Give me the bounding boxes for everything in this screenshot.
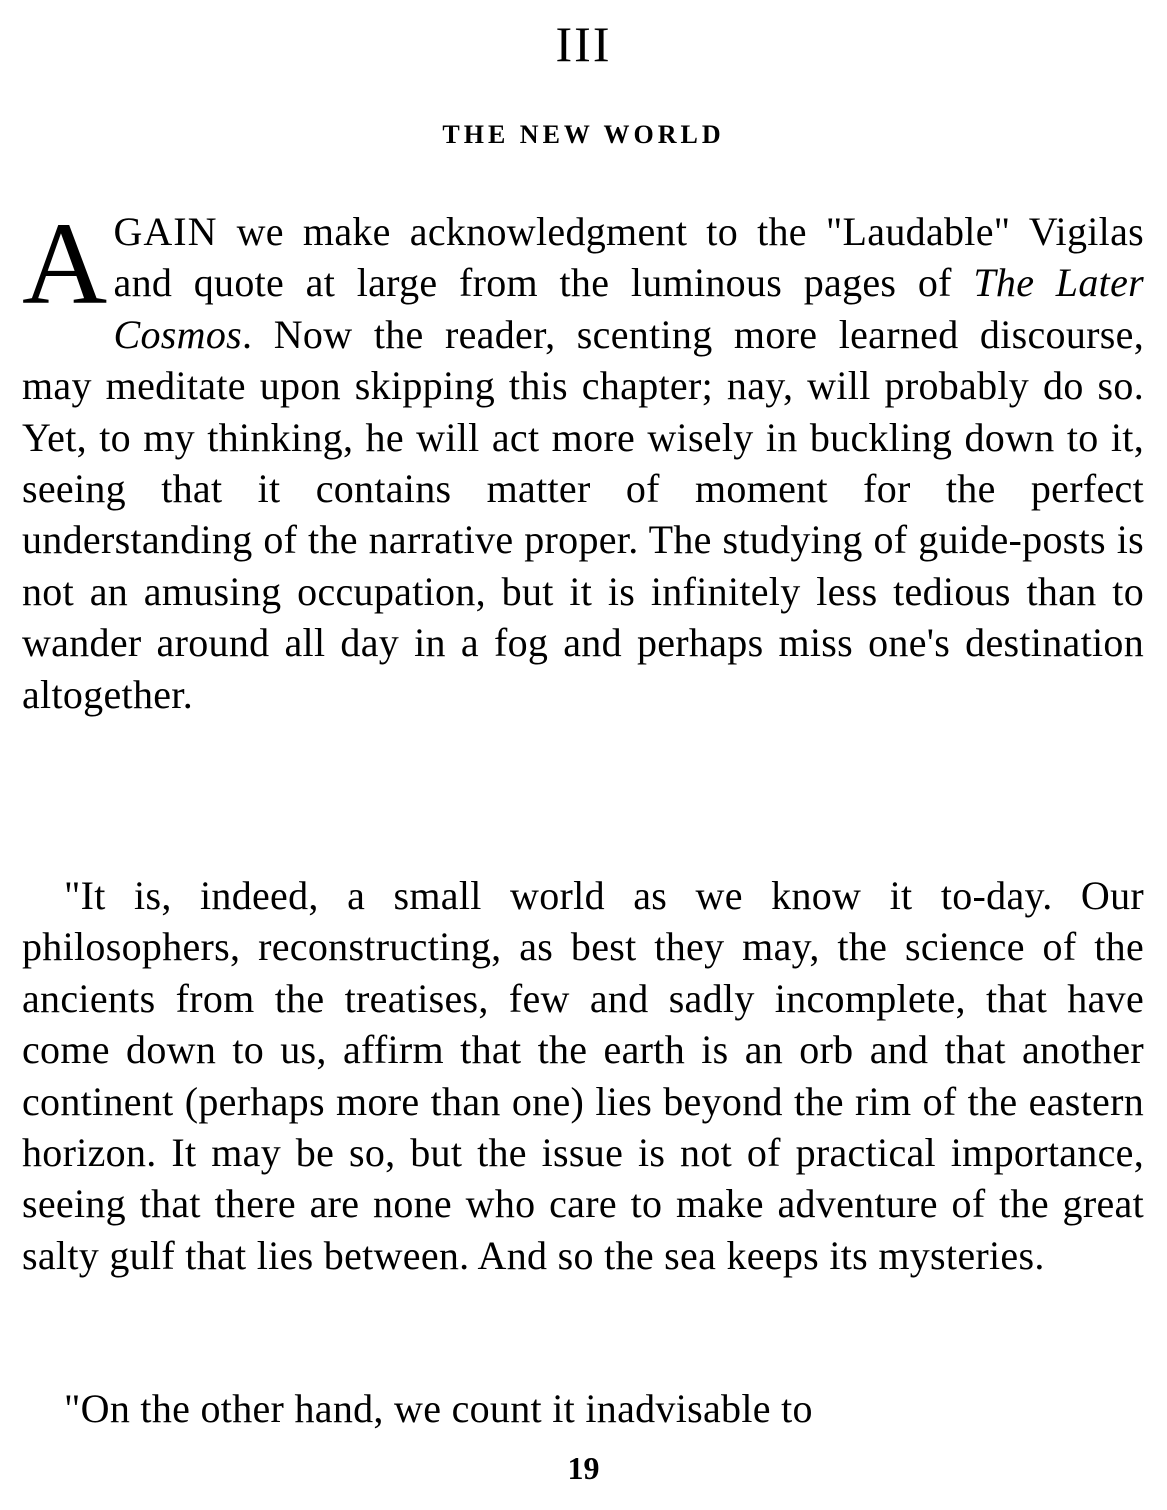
drop-cap-letter: A xyxy=(22,198,108,329)
opening-text-end: . Now the reader, scenting more learned discourse, may meditate upon skipping this chapter; nay, will probably do so. Yet, to my thinking, he will act more wisely in buckling down to it, seeing that it contains matter of moment for the perfect understanding of the narrative proper. The studying of guide-posts is not an amusing occupation, but it is infinitely less tedious than to wander around all day in a fog and perhaps miss one's destination altogether. xyxy=(22,311,1144,717)
chapter-title: THE NEW WORLD xyxy=(442,120,725,149)
paragraph-quote-2 xyxy=(22,1383,1144,1434)
opening-text-start: we make acknowledgment to the "Laudable" Vigilas and quote at large from the luminous pages of xyxy=(113,209,1144,306)
paragraph-quote-1 xyxy=(22,870,1144,1281)
page-number: 19 xyxy=(567,1450,600,1486)
paragraph-text: "It is, indeed, a small world as we know it to-day. Our philosophers, reconstructing, as best they may, the science of the ancients from the treatises, few and sadly incomplete, that have come down to us, affirm that the earth is an orb and that another continent (perhaps more than one) lies beyond the rim of the eastern horizon. It may be so, but the issue is not of practical importance, seeing that there are none who care to make adventure of the great salty gulf that lies between. And so the sea keeps its mysteries. xyxy=(22,873,1144,1278)
book-title-reference: The Later Cosmos xyxy=(113,260,1144,357)
chapter-number: III xyxy=(555,16,612,72)
opening-small-caps: GAIN xyxy=(113,209,218,254)
paragraph-opening xyxy=(22,198,1144,720)
paragraph-text: "On the other hand, we count it inadvisable to xyxy=(64,1386,813,1431)
